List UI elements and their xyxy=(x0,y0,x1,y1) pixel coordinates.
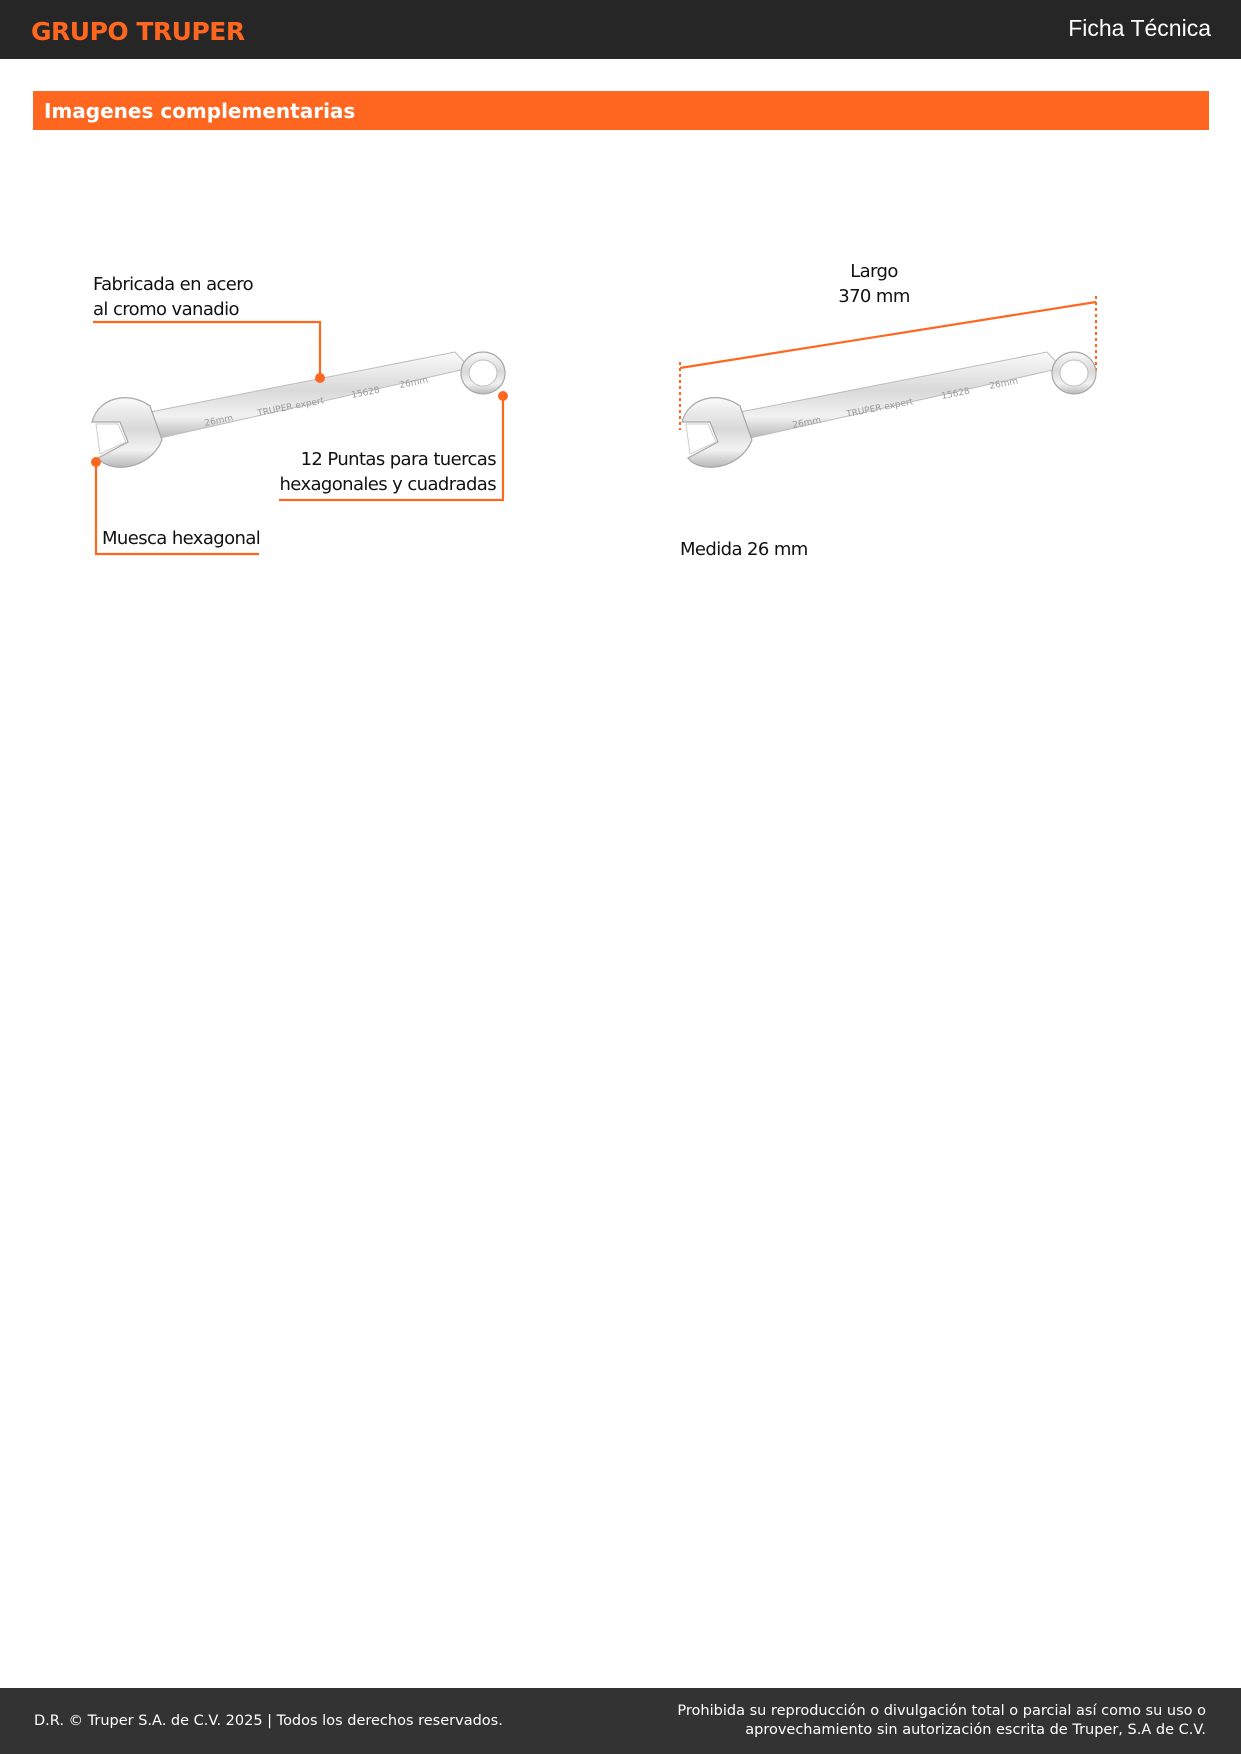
wrench-mark: 26mm xyxy=(203,413,235,429)
callout-line-material xyxy=(93,322,320,378)
callout-dot-notch xyxy=(91,457,101,467)
callout-dot-material xyxy=(315,373,325,383)
document-type: Ficha Técnica xyxy=(1068,14,1211,41)
callout-material-line-2: al cromo vanadio xyxy=(93,299,239,320)
length-label-line-2: 370 mm xyxy=(838,286,910,307)
wrench-dimensions-figure xyxy=(620,140,1220,580)
page-footer xyxy=(0,1688,1241,1754)
footer-notice-line-2: aprovechamiento sin autorización escrita de Truper, S.A de C.V. xyxy=(745,1722,1206,1738)
wrench-dimensions-illustration xyxy=(620,140,1220,580)
callout-points-line-1: 12 Puntas para tuercas xyxy=(300,449,496,470)
callout-notch xyxy=(102,526,260,551)
callout-notch-text: Muesca hexagonal xyxy=(102,528,261,549)
wrench-mark: 26mm xyxy=(791,415,823,431)
size-label xyxy=(680,537,808,562)
footer-copyright: D.R. © Truper S.A. de C.V. 2025 | Todos los derechos reservados. xyxy=(34,1713,503,1729)
footer-notice xyxy=(677,1702,1206,1740)
wrench-features-figure xyxy=(0,140,620,580)
section-title: Imagenes complementarias xyxy=(44,98,356,123)
wrench-mark: 15628 xyxy=(940,386,971,402)
wrench-mark: TRUPER expert xyxy=(256,396,326,419)
callout-material xyxy=(93,272,253,322)
callout-points-line-2: hexagonales y cuadradas xyxy=(279,474,496,495)
wrench-mark: 26mm xyxy=(988,376,1020,392)
page-header xyxy=(0,0,1241,59)
section-header xyxy=(33,91,1209,130)
length-label xyxy=(814,259,934,309)
callout-dot-points xyxy=(498,391,508,401)
wrench-mark: 26mm xyxy=(398,375,430,391)
wrench-mark: TRUPER expert xyxy=(845,397,915,420)
wrench-mark: 15628 xyxy=(350,385,381,401)
callout-points xyxy=(279,447,496,497)
callout-material-line-1: Fabricada en acero xyxy=(93,274,254,295)
length-label-line-1: Largo xyxy=(850,261,898,282)
wrench-image xyxy=(682,352,1096,467)
brand-logo: GRUPO TRUPER xyxy=(31,17,245,46)
footer-notice-line-1: Prohibida su reproducción o divulgación total o parcial así como su uso o xyxy=(677,1703,1206,1719)
wrench-features-illustration xyxy=(0,140,620,580)
size-label-text: Medida 26 mm xyxy=(680,539,808,560)
